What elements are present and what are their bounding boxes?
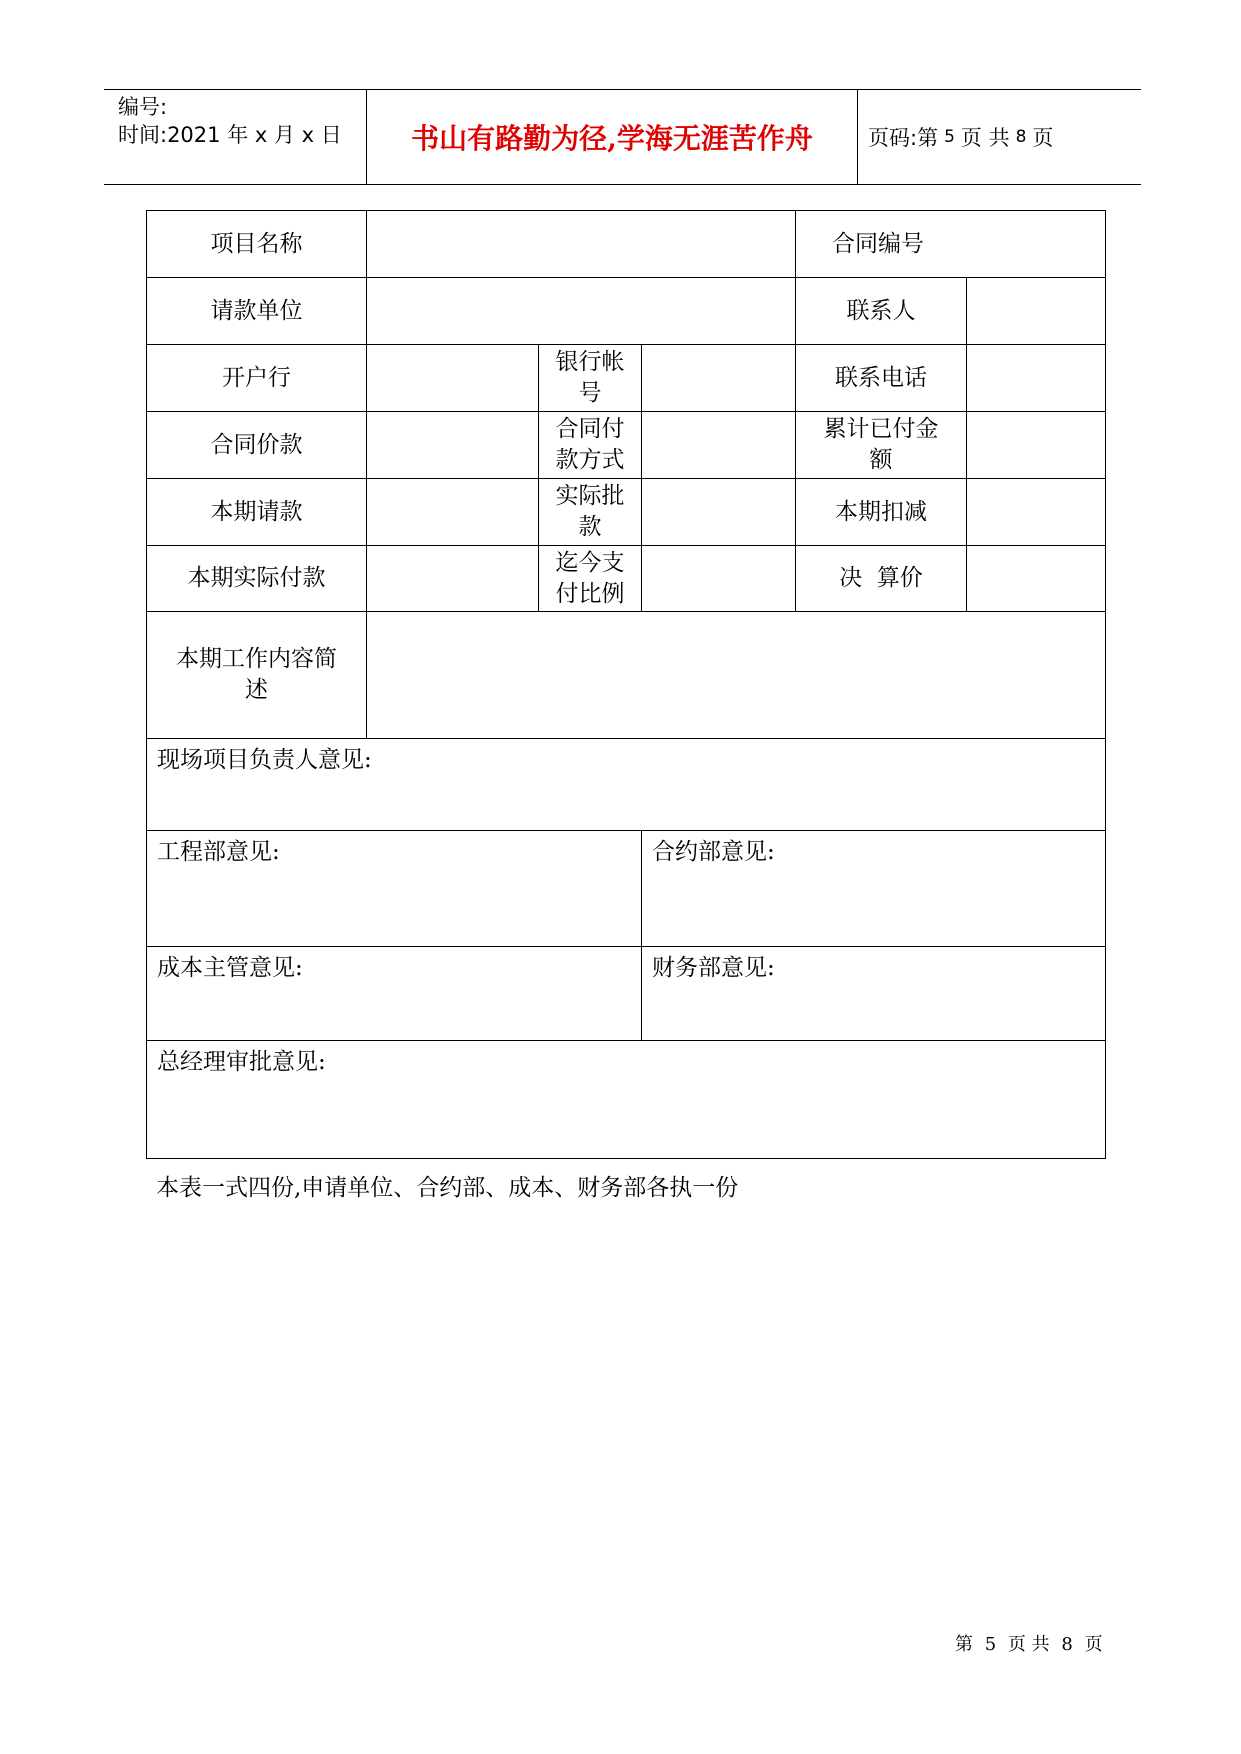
- footer-total: 8: [1061, 1634, 1073, 1655]
- footer-current: 5: [984, 1634, 997, 1655]
- gm-approval-label: 总经理审批意见:: [157, 1049, 326, 1075]
- field-current-deduction[interactable]: [967, 479, 1105, 546]
- page-header: [104, 89, 1141, 185]
- field-contact-person[interactable]: [967, 278, 1105, 345]
- field-payment-ratio[interactable]: [642, 546, 796, 612]
- field-payee-unit[interactable]: [367, 278, 796, 345]
- field-cumulative-paid[interactable]: [967, 412, 1105, 479]
- label-project-name: 项目名称: [147, 211, 367, 278]
- label-cumulative-paid: 累计已付金额: [796, 412, 967, 479]
- label-contact-person: 联系人: [796, 278, 967, 345]
- cost-manager-opinion-label: 成本主管意见:: [157, 955, 303, 981]
- field-project-name[interactable]: [367, 211, 796, 278]
- field-payment-method[interactable]: [642, 412, 796, 479]
- time-label: 时间:2021 年 x 月 x 日: [118, 123, 342, 147]
- label-bank: 开户行: [147, 345, 367, 412]
- footer-mid: 页 共: [1007, 1634, 1050, 1655]
- field-actual-approved[interactable]: [642, 479, 796, 546]
- gm-approval[interactable]: [147, 1041, 1105, 1157]
- field-current-actual-payment[interactable]: [367, 546, 539, 612]
- label-current-actual-payment: 本期实际付款: [147, 546, 367, 612]
- page-current: 5: [944, 127, 955, 147]
- footer-suffix: 页: [1084, 1634, 1103, 1655]
- engineering-opinion-label: 工程部意见:: [157, 839, 280, 865]
- header-meta: [118, 93, 342, 149]
- label-payment-ratio: 迄今支付比例: [539, 546, 642, 612]
- label-bank-account: 银行帐号: [539, 345, 642, 412]
- label-contract-no: 合同编号: [796, 211, 1105, 278]
- label-current-deduction: 本期扣减: [796, 479, 967, 546]
- payment-request-form: [146, 210, 1106, 1159]
- contract-dept-opinion-label: 合约部意见:: [652, 839, 775, 865]
- site-manager-opinion-label: 现场项目负责人意见:: [157, 747, 372, 773]
- label-contract-price: 合同价款: [147, 412, 367, 479]
- page-suffix: 页: [1032, 126, 1054, 150]
- engineering-opinion[interactable]: [147, 831, 642, 947]
- field-contract-price[interactable]: [367, 412, 539, 479]
- field-work-summary[interactable]: [367, 612, 1105, 739]
- label-payment-method: 合同付款方式: [539, 412, 642, 479]
- label-settlement-price: 决 算价: [796, 546, 967, 612]
- field-settlement-price[interactable]: [967, 546, 1105, 612]
- finance-opinion[interactable]: [642, 947, 1105, 1041]
- field-bank-account[interactable]: [642, 345, 796, 412]
- page-mid: 页 共: [960, 126, 1010, 150]
- label-payee-unit: 请款单位: [147, 278, 367, 345]
- contract-dept-opinion[interactable]: [642, 831, 1105, 947]
- page-prefix: 页码:第: [868, 126, 939, 150]
- label-actual-approved: 实际批款: [539, 479, 642, 546]
- finance-opinion-label: 财务部意见:: [652, 955, 775, 981]
- field-contact-phone[interactable]: [967, 345, 1105, 412]
- header-divider: [857, 90, 858, 184]
- form-footnote: 本表一式四份,申请单位、合约部、成本、财务部各执一份: [156, 1175, 739, 1201]
- header-motto: 书山有路勤为径,学海无涯苦作舟: [411, 122, 813, 155]
- label-current-request: 本期请款: [147, 479, 367, 546]
- page-footer: [952, 1630, 1106, 1656]
- header-page-info: [868, 90, 1053, 184]
- serial-label: 编号:: [118, 95, 168, 119]
- label-contact-phone: 联系电话: [796, 345, 967, 412]
- cost-manager-opinion[interactable]: [147, 947, 642, 1041]
- label-work-summary: 本期工作内容简述: [147, 612, 367, 739]
- field-current-request[interactable]: [367, 479, 539, 546]
- field-bank[interactable]: [367, 345, 539, 412]
- page-total: 8: [1015, 127, 1027, 147]
- footer-prefix: 第: [955, 1634, 973, 1655]
- site-manager-opinion[interactable]: [147, 739, 1105, 831]
